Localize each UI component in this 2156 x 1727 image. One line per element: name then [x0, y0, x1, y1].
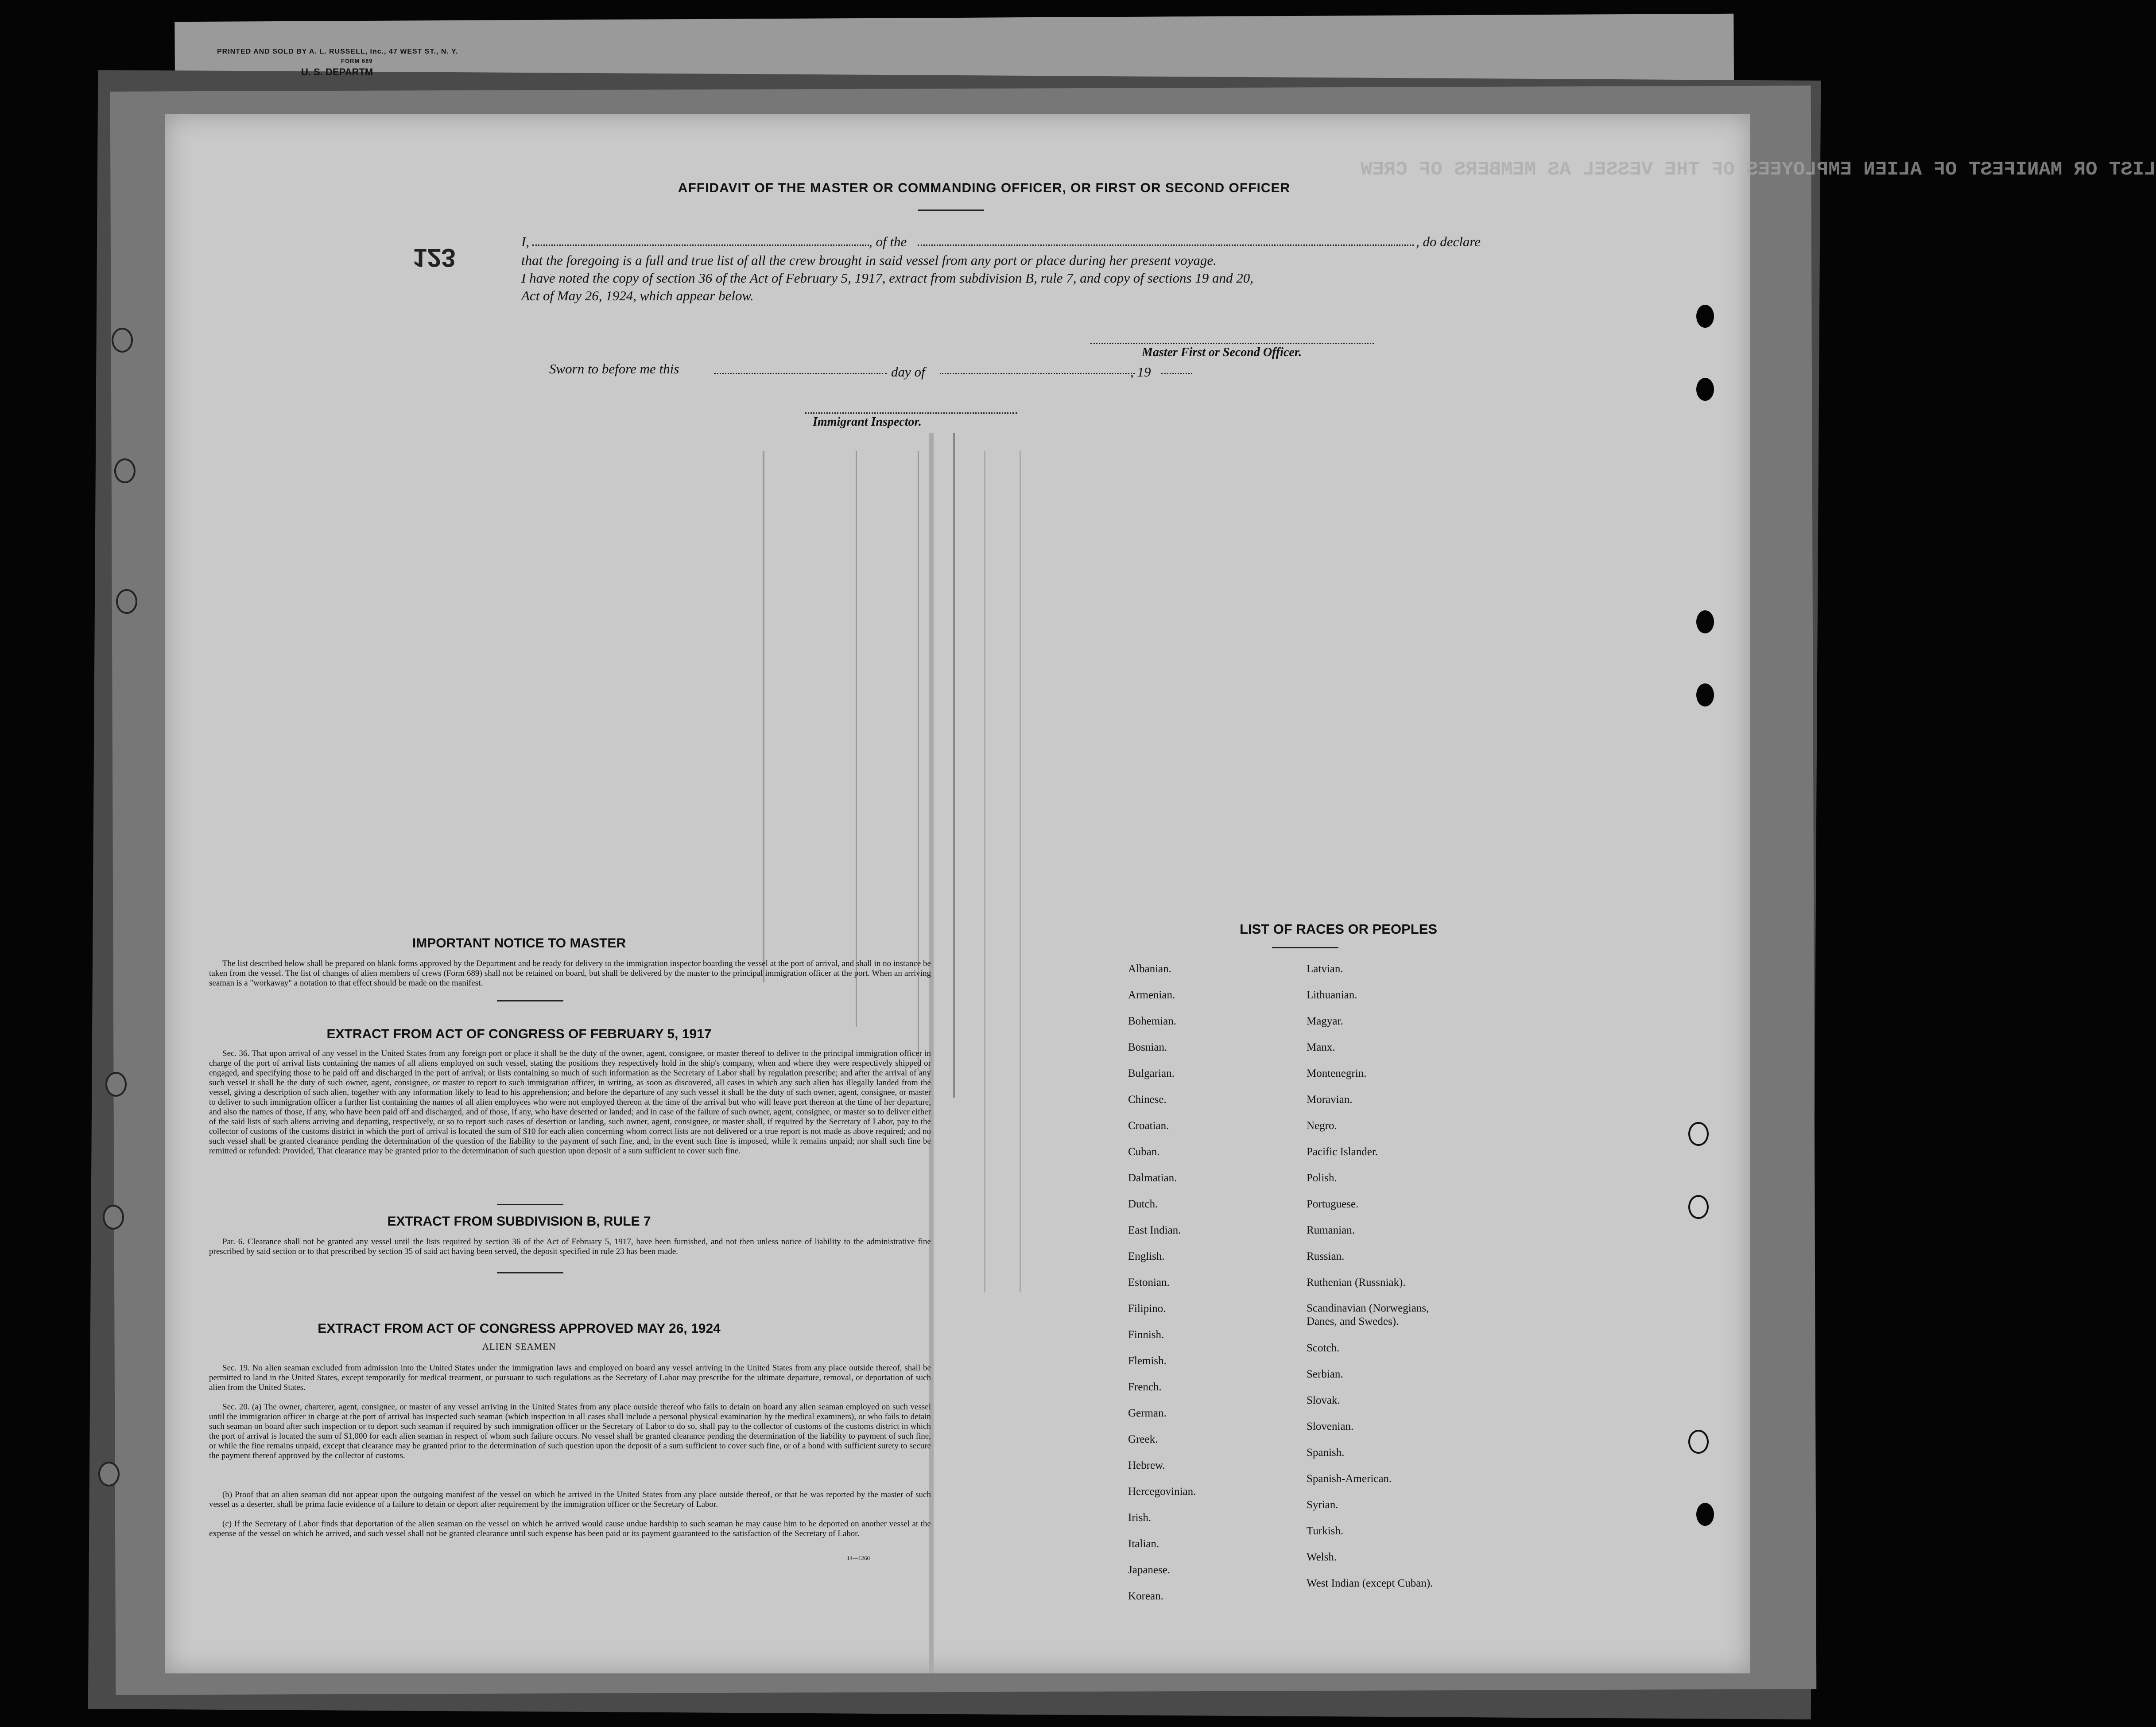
extract-rule7-body: Par. 6. Clearance shall not be granted any vessel until the lists required by section 36 of the Act of February 5, 1917, have been furnished, and not then unless notice of liability to the administrative fine prescribed by said section or to that prescribed by section 35 of said act having been served, the deposit specified in rule 23 has been made.: [209, 1237, 931, 1256]
race-item: Montenegrin.: [1307, 1067, 1367, 1079]
sec-19-body: Sec. 19. No alien seaman excluded from admission into the United States under the immigration laws and employed on board any vessel arriving in the United States from any place outside thereof, shall be permitted to land in the United States, except temporarily for medical treatment, or pursuant to such regulations as the Secretary of Labor may prescribe for the ultimate departure, removal, or deportation of such alien from the United States.: [209, 1363, 931, 1392]
race-item: West Indian (except Cuban).: [1307, 1577, 1433, 1589]
races-title: LIST OF RACES OR PEOPLES: [1239, 921, 1438, 937]
sec-20c-body: (c) If the Secretary of Labor finds that deportation of the alien seaman on the vessel on which he arrived would cause undue hardship to such seaman he may cause him to be deported on another vessel at the expense of the vessel on which he arrived, and such vessel shall not be granted clearance until such expense has been paid or its payment guaranteed to the satisfaction of the Secretary of Labor.: [209, 1519, 931, 1538]
race-item: Slovak.: [1307, 1394, 1340, 1406]
race-item: East Indian.: [1128, 1224, 1181, 1236]
binder-ring-icon: [103, 1205, 124, 1230]
ghost-column-rule: [953, 433, 955, 1098]
race-item: Scandinavian (Norwegians,: [1307, 1302, 1429, 1314]
notice-body: The list described below shall be prepared on blank forms approved by the Department and be ready for delivery to the immigration inspector boarding the vessel at the port of arrival, and shall in no instance be taken from the vessel. The list of changes of alien members of crews (Form 689) shall not be retained on board, but shall be delivered by the master to the principal immigration officer at the port. When an arriving seaman is a "workaway" a notation to that effect should be made on the manifest.: [209, 959, 931, 988]
race-item: Cuban.: [1128, 1146, 1160, 1158]
sworn-day-blank: [714, 373, 887, 374]
race-item: Moravian.: [1307, 1094, 1353, 1106]
race-item: English.: [1128, 1250, 1165, 1262]
race-item: Bohemian.: [1128, 1015, 1177, 1027]
race-item: Filipino.: [1128, 1303, 1166, 1315]
race-item: French.: [1128, 1381, 1162, 1393]
extract-1924-subtitle: ALIEN SEAMEN: [482, 1341, 556, 1352]
race-item: Japanese.: [1128, 1564, 1171, 1576]
punch-hole-icon: [1696, 683, 1714, 706]
binder-ring-icon: [116, 589, 137, 614]
punch-hole-icon: [1696, 1503, 1714, 1526]
punch-hole-icon: [1696, 610, 1714, 633]
race-item: Albanian.: [1128, 963, 1171, 975]
ghost-column-rule: [856, 451, 857, 1027]
declaration-do-declare: , do declare: [1416, 234, 1481, 249]
extract-1917-title: EXTRACT FROM ACT OF CONGRESS OF FEBRUARY 5, 1917: [326, 1027, 712, 1041]
race-item: Magyar.: [1307, 1015, 1343, 1027]
race-item: Turkish.: [1307, 1525, 1344, 1537]
ghost-column-rule: [763, 451, 764, 982]
race-item: Dalmatian.: [1128, 1172, 1177, 1184]
form-number: FORM 689: [341, 58, 373, 64]
race-item: Scotch.: [1307, 1342, 1340, 1354]
race-item: Ruthenian (Russniak).: [1307, 1277, 1406, 1288]
sec-20a-body: Sec. 20. (a) The owner, charterer, agent, consignee, or master of any vessel arriving in the United States from any place outside thereof who fails to detain on board any alien seaman employed on such vessel until the immigration officer in charge at the port of arrival has inspected such seaman (which inspection in all cases shall include a personal physical examination by the medical examiners), or who fails to detain such seaman on board after such inspection or to deport such seaman if required by such immigration officer or the Secretary of Labor to do so, shall pay to the collector of customs of the customs district in which the port of arrival is located the sum of $1,000 for each alien seaman in respect of whom such failure occurs. No vessel shall be granted clearance pending the determination of the liability to payment of such fine, or while the fine remains unpaid, except that clearance may be granted prior to the determination of such question upon the deposit of a sum sufficient to cover such fine, or of a bond with sufficient surety to secure the payment thereof approved by the collector of customs.: [209, 1402, 931, 1460]
binder-ring-icon: [98, 1462, 120, 1486]
race-item: Spanish.: [1307, 1447, 1345, 1459]
race-item: Pacific Islander.: [1307, 1146, 1378, 1158]
declaration-line-3: Act of May 26, 1924, which appear below.: [521, 288, 754, 303]
race-item: Finnish.: [1128, 1329, 1164, 1341]
title-underline: [918, 210, 984, 211]
race-item: Dutch.: [1128, 1198, 1158, 1210]
race-item: Spanish-American.: [1307, 1473, 1392, 1485]
name-blank: [532, 244, 869, 246]
sworn-before-label: Sworn to before me this: [549, 361, 679, 376]
master-caption: Master First or Second Officer.: [1142, 345, 1302, 359]
sworn-month-blank: [940, 373, 1135, 374]
affidavit-title: AFFIDAVIT OF THE MASTER OR COMMANDING OFFICER, OR FIRST OR SECOND OFFICER: [678, 181, 1291, 195]
races-left-column: [1128, 956, 1314, 1609]
extract-rule7-title: EXTRACT FROM SUBDIVISION B, RULE 7: [387, 1214, 651, 1229]
race-item: Rumanian.: [1307, 1224, 1355, 1236]
sworn-year-blank: [1161, 373, 1192, 374]
race-item: Chinese.: [1128, 1094, 1167, 1106]
department-line: U. S. DEPARTM: [301, 66, 373, 78]
race-item: Irish.: [1128, 1512, 1152, 1524]
race-item: Russian.: [1307, 1250, 1345, 1262]
race-item: Italian.: [1128, 1538, 1159, 1550]
race-item: Manx.: [1307, 1041, 1335, 1053]
race-item: Syrian.: [1307, 1499, 1338, 1511]
race-item: Bulgarian.: [1128, 1067, 1175, 1079]
section-divider: [497, 1204, 563, 1205]
race-item: Hercegovinian.: [1128, 1486, 1196, 1498]
ghost-column-rule: [984, 451, 985, 1292]
ghost-column-rule: [1020, 451, 1021, 1292]
binder-ring-icon: [114, 458, 136, 483]
race-item: Latvian.: [1307, 963, 1343, 975]
race-item: Estonian.: [1128, 1277, 1170, 1288]
punch-hole-icon: [1696, 305, 1714, 328]
declaration-line-2: I have noted the copy of section 36 of the Act of February 5, 1917, extract from subdivision B, rule 7, and copy of sections 19 and 20,: [521, 270, 1254, 286]
race-item: Serbian.: [1307, 1368, 1343, 1380]
races-right-column: [1307, 956, 1555, 1596]
binder-ring-icon: [112, 328, 133, 353]
race-item: Negro.: [1307, 1120, 1337, 1132]
race-item: Flemish.: [1128, 1355, 1167, 1367]
binder-ring-icon: [1688, 1195, 1709, 1219]
section-divider: [497, 1000, 563, 1001]
vessel-blank: [918, 244, 1414, 246]
day-of-label: day of: [891, 364, 925, 380]
notice-title: IMPORTANT NOTICE TO MASTER: [412, 936, 626, 951]
binder-ring-icon: [105, 1072, 127, 1097]
declaration-i: I,: [521, 234, 530, 249]
declaration-line-1: that the foregoing is a full and true list of all the crew brought in said vessel from any port or place during her present voyage.: [521, 252, 1217, 268]
race-item: Welsh.: [1307, 1551, 1337, 1563]
printer-line: PRINTED AND SOLD BY A. L. RUSSELL, Inc., 47 WEST ST., N. Y.: [217, 48, 458, 55]
race-item: Greek.: [1128, 1433, 1158, 1445]
race-item: Slovenian.: [1307, 1420, 1354, 1432]
print-code: 14—1260: [847, 1555, 870, 1561]
race-item: Bosnian.: [1128, 1041, 1167, 1053]
race-item: Lithuanian.: [1307, 989, 1357, 1001]
extract-1917-body: Sec. 36. That upon arrival of any vessel in the United States from any foreign port or place it shall be the duty of the owner, agent, consignee, or master thereof to deliver to the principal immigration officer in charge of the port of arrival lists containing the names of all aliens employed on such vessel, stating the positions they respectively hold in the ship's company, when and where they were respectively shipped or engaged, and specifying those to be paid off and discharged in the port of arrival; or lists containing so much of such information as the Secretary of Labor shall by regulation prescribe; and after the arrival of any such vessel it shall be the duty of such owner, agent, consignee, or master to report to such immigration officer, in writing, as soon as discovered, all cases in which any such alien has illegally landed from the vessel, giving a description of such alien, together with any information likely to lead to his apprehension; and before the departure of any such vessel it shall be the duty of such owner, agent, consignee, or master to deliver to such immigration officer a further list containing the names of all alien employees who were not employed thereon at the time of the arrival but who will leave port thereon at the time of her departure, and also the names of those, if any, who have been paid off and discharged, and of those, if any, who have deserted or landed; and in case of the failure of such owner, agent, consignee, or master so to deliver either of the said lists of such aliens arriving and departing, respectively, or so to report such cases of desertion or landing, such owner, agent, consignee, or master shall, if required by the Secretary of Labor, pay to the collector of customs of the customs district in which the port of arrival is located the sum of $10 for each alien concerning whom correct lists are not delivered or a true report is not made as above required; and no such vessel shall be granted clearance pending the determination of the question of the liability to the payment of such fine, and, in the event such fine is imposed, while it remains unpaid; nor shall such fine be remitted or refunded: Provided, That clearance may be granted prior to the determination of such question upon deposit of a sum sufficient to cover such fine.: [209, 1049, 931, 1156]
sec-20b-body: (b) Proof that an alien seaman did not appear upon the outgoing manifest of the vessel on which he arrived in the United States from any place outside thereof, or that he was reported by the master of such vessel as a deserter, shall be prima facie evidence of a failure to detain or deport after requirement by the immigration officer or the Secretary of Labor.: [209, 1490, 931, 1509]
year-prefix: , 19: [1130, 364, 1151, 380]
handwritten-number: 123: [413, 243, 456, 272]
manifest-page: LIST OR MANIFEST OF ALIEN EMPLOYEES OF THE VESSEL AS MEMBERS OF CREW AFFIDAVIT OF THE MASTER OR COMMANDING OFFICER, OR FIRST OR SECOND OFFICER 123 I, , of the , do declare that the foregoing is a full and true list of all the crew brought in said vessel from any port or place during her present voyage. I have noted the copy of section 36 of the Act of February 5, 1917, extract from subdivision B, rule 7, and copy of sections 19 and 20, Act of May 26, 1924, which appear below. Master First or Second Officer. Sworn to before me this day of , 19 Immigrant Inspector. IMPORTANT NOTICE TO MASTER The list described below shall be prepared on blank forms approved by the Department and be ready for delivery to the immigration inspector boarding the vessel at the port of arrival, and shall in no instance be taken from the vessel. The list of changes of alien members of crews (Form 689) shall not be retained on board, but shall be delivered by the master to the principal immigration officer at the port. When an arriving seaman is a "workaway" a notation to that effect should be made on the manifest. EXTRACT FROM ACT OF CONGRESS OF FEBRUARY 5, 1917 Sec. 36. That upon arrival of any vessel in the United States from any foreign port or place it shall be the duty of the owner, agent, consignee, or master thereof to deliver to the principal immigration officer in charge of the port of arrival lists containing the names of all aliens employed on such vessel, stating the positions they respectively hold in the ship's company, when and where they were respectively shipped or engaged, and specifying those to be paid off and discharged in the port of arrival; or lists containing so much of such information as the Secretary of Labor shall by regulation prescribe; and after the arrival of any such vessel it shall be the duty of such owner, agent, consignee, or master to report to such immigration officer, in writing, as soon as discovered, all cases in which any such alien has illegally landed from the vessel, giving a description of such alien, together with any information likely to lead to his apprehension; and before the departure of any such vessel it shall be the duty of such owner, agent, consignee, or master to deliver to such immigration officer a further list containing the names of all alien employees who were not employed thereon at the time of the arrival but who will leave port thereon at the time of her departure, and also the names of those, if any, who have been paid off and discharged, and of those, if any, who have deserted or landed; and in case of the failure of such owner, agent, consignee, or master so to deliver either of the said lists of such aliens arriving and departing, respectively, or so to report such cases of desertion or landing, such owner, agent, consignee, or master shall, if required by the Secretary of Labor, pay to the collector of customs of the customs district in which the port of arrival is located the sum of $10 for each alien concerning whom correct lists are not delivered or a true report is not made as above required; and no such vessel shall be granted clearance pending the determination of the question of the liability to the payment of such fine, and, in the event such fine is imposed, while it remains unpaid; nor shall such fine be remitted or refunded: Provided, That clearance may be granted prior to the determination of such question upon deposit of a sum sufficient to cover such fine. EXTRACT FROM SUBDIVISION B, RULE 7 Par. 6. Clearance shall not be granted any vessel until the lists required by section 36 of the Act of February 5, 1917, have been furnished, and not then unless notice of liability to the administrative fine prescribed by said section or to that prescribed by section 35 of said act having been served, the deposit specified in rule 23 has been made. EXTRACT FROM ACT OF CONGRESS APPROVED MAY 26, 1924 ALIEN SEAMEN Sec. 19. No alien seaman excluded from admission into the United States under the immigration laws and employed on board any vessel arriving in the United States from any place outside thereof, shall be permitted to land in the United States, except temporarily for medical treatment, or pursuant to such regulations as the Secretary of Labor may prescribe for the ultimate departure, removal, or deportation of such alien from the United States. Sec. 20. (a) The owner, charterer, agent, consignee, or master of any vessel arriving in the United States from any place outside thereof who fails to detain on board any alien seaman employed on such vessel until the immigration officer in charge at the port of arrival has inspected such seaman (which inspection in all cases shall include a personal physical examination by the medical examiners), or who fails to detain such seaman on board after such inspection or to deport such seaman if required by such immigration officer or the Secretary of Labor to do so, shall pay to the collector of customs of the customs district in which the port of arrival is located the sum of $1,000 for each alien seaman in respect of whom such failure occurs. No vessel shall be granted clearance pending the determination of the liability to payment of such fine, or while the fine remains unpaid, except that clearance may be granted prior to the determination of such question upon the deposit of a sum sufficient to cover such fine, or of a bond with sufficient surety to secure the payment thereof approved by the collector of customs. (b) Proof that an alien seaman did not appear upon the outgoing manifest of the vessel on which he arrived in the United States from any place outside thereof, or that he was reported by the master of such vessel as a deserter, shall be prima facie evidence of a failure to detain or deport after requirement by the immigration officer or the Secretary of Labor. (c) If the Secretary of Labor finds that deportation of the alien seaman on the vessel on which he arrived would cause undue hardship to such seaman he may cause him to be deported on another vessel at the expense of the vessel on which he arrived, and such vessel shall not be granted clearance until such expense has been paid or its payment guaranteed to the satisfaction of the Secretary of Labor. 14—1260 LIST OF RACES OR PEOPLES Albanian. Armenian. Bohemian. Bosnian. Bulgarian. Chinese. Croatian. Cuban. Dalmatian. Dutch. East Indian. English. Estonian. Filipino. Finnish. Flemish. French. German. Greek. Hebrew. Hercegovinian. Irish. Italian. Japanese. Korean. Latvian. Lithuanian. Magyar. Manx. Montenegrin. Moravian. Negro. Pacific Islander. Polish. Portuguese. Rumanian. Russian. Ruthenian (Russniak). Scandinavian (Norwegians, Danes, and Swedes). Scotch. Serbian. Slovak. Slovenian. Spanish. Spanish-American. Syrian. Turkish. Welsh. West Indian (except Cuban).: [165, 114, 1750, 1673]
punch-hole-icon: [1696, 378, 1714, 401]
race-item: Portuguese.: [1307, 1198, 1359, 1210]
race-item: Croatian.: [1128, 1120, 1169, 1132]
race-item: Korean.: [1128, 1590, 1163, 1602]
inspector-caption: Immigrant Inspector.: [813, 415, 922, 429]
declaration-of-the: , of the: [869, 234, 907, 249]
race-item: German.: [1128, 1407, 1167, 1419]
race-item: Hebrew.: [1128, 1459, 1165, 1471]
race-item: Polish.: [1307, 1172, 1337, 1184]
race-item: Danes, and Swedes).: [1307, 1316, 1399, 1327]
binder-ring-icon: [1688, 1430, 1709, 1454]
races-title-underline: [1272, 947, 1338, 948]
race-item: Armenian.: [1128, 989, 1175, 1001]
extract-1924-title: EXTRACT FROM ACT OF CONGRESS APPROVED MAY 26, 1924: [318, 1321, 721, 1336]
binder-ring-icon: [1688, 1122, 1709, 1146]
section-divider: [497, 1272, 563, 1273]
